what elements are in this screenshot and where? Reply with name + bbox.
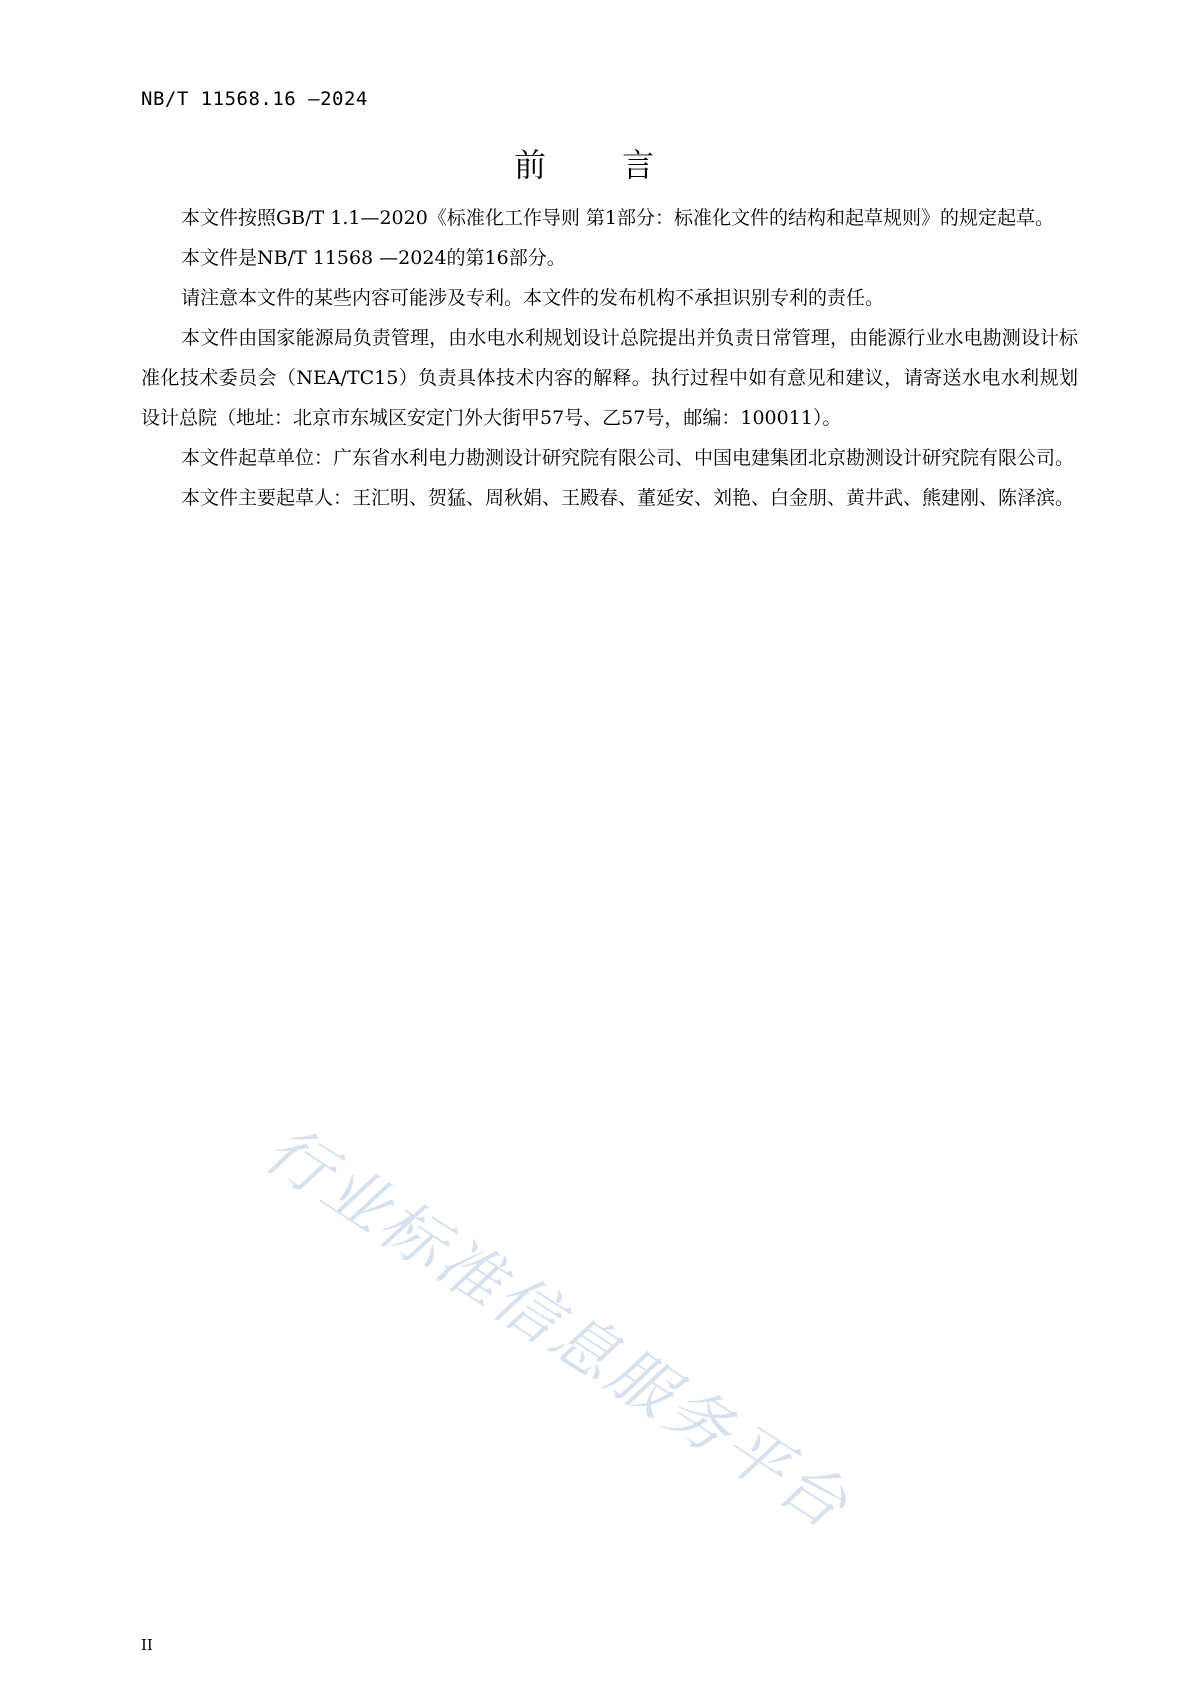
- paragraph: 本文件起草单位：广东省水利电力勘测设计研究院有限公司、中国电建集团北京勘测设计研究院有限公司。: [181, 447, 1075, 469]
- paragraph: 本文件主要起草人：王汇明、贺猛、周秋娟、王殿春、董延安、刘艳、白金朋、黄井武、熊建刚、陈泽滨。: [181, 487, 1075, 509]
- page-title: 前 言: [513, 146, 676, 184]
- paragraph: 本文件是NB/T 11568 —2024的第16部分。: [181, 247, 566, 269]
- paragraph: 本文件按照GB/T 1.1—2020《标准化工作导则 第1部分：标准化文件的结构和起草规则》的规定起草。: [181, 207, 1054, 229]
- watermark: 行业标准信息服务平台: [251, 1112, 863, 1545]
- paragraph: 请注意本文件的某些内容可能涉及专利。本文件的发布机构不承担识别专利的责任。: [181, 287, 885, 309]
- paragraph: 本文件由国家能源局负责管理，由水电水利规划设计总院提出并负责日常管理，由能源行业水电勘测设计标准化技术委员会（NEA/TC15）负责具体技术内容的解释。执行过程中如有意见和建议，请寄送水电水利规划设计总院（地址：北京市东城区安定门外大街甲57号、乙57号，邮编：100011）。: [141, 327, 1078, 429]
- preface-body: [141, 198, 1078, 518]
- standard-code: NB/T 11568.16 —2024: [141, 88, 368, 110]
- page-number: II: [141, 1636, 153, 1654]
